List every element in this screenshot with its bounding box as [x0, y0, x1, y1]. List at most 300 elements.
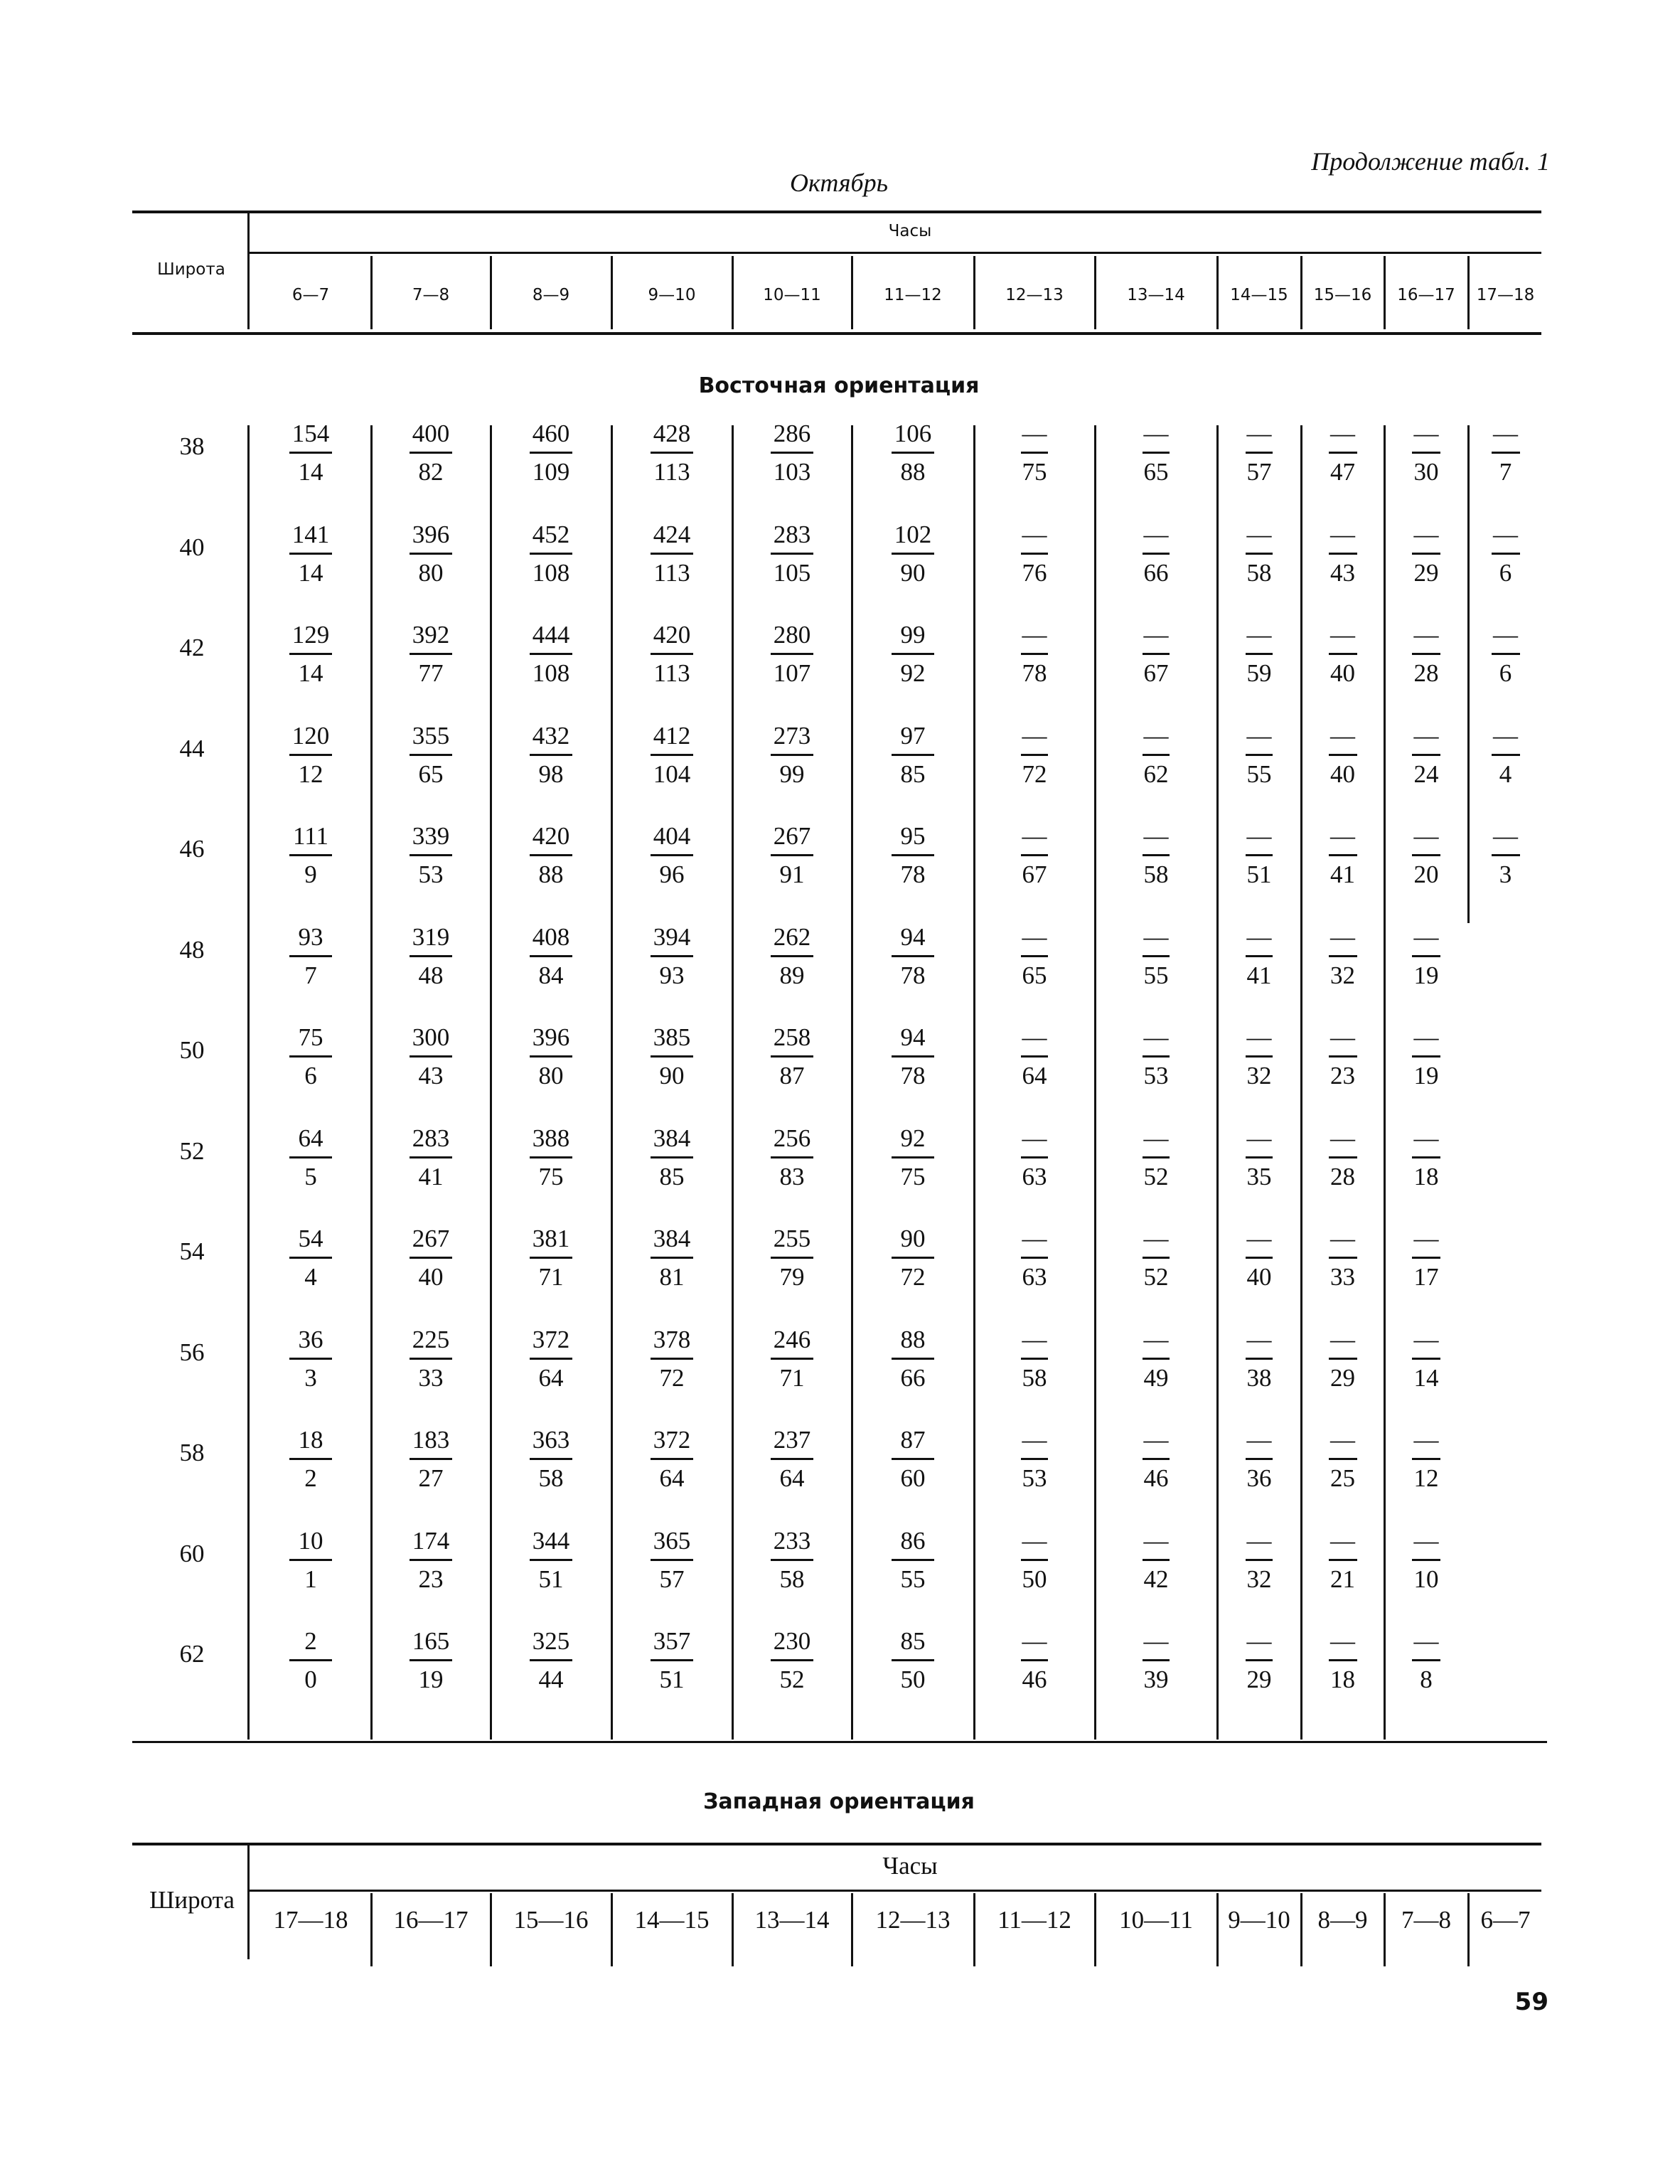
- fraction-denominator: 8: [1420, 1666, 1433, 1693]
- fraction-cell: [1095, 1326, 1217, 1392]
- fraction-cell: [250, 1225, 371, 1291]
- fraction-bar: [410, 553, 452, 555]
- fraction-bar: [289, 452, 332, 454]
- fraction-denominator: 87: [779, 1062, 805, 1090]
- fraction-bar: [1246, 653, 1273, 655]
- fraction-bar: [651, 1257, 693, 1259]
- east-hour-header: 15—16: [1313, 286, 1372, 304]
- month-title: Октябрь: [789, 169, 889, 197]
- fraction-numerator: 165: [412, 1627, 450, 1655]
- fraction-numerator: 174: [412, 1527, 450, 1555]
- fraction-numerator: —: [1143, 621, 1169, 649]
- fraction-bar: [651, 653, 693, 655]
- fraction-bar: [892, 1358, 934, 1360]
- fraction-numerator: —: [1022, 923, 1047, 951]
- fraction-bar: [1412, 1659, 1440, 1661]
- fraction-cell: [250, 521, 371, 587]
- fraction-denominator: 39: [1143, 1666, 1169, 1693]
- fraction-numerator: 230: [773, 1627, 811, 1655]
- fraction-denominator: 46: [1143, 1464, 1169, 1492]
- fraction-cell: [852, 1426, 974, 1493]
- fraction-cell: [1301, 1023, 1384, 1090]
- fraction-numerator: —: [1413, 722, 1439, 750]
- fraction-bar: [1412, 1055, 1440, 1058]
- fraction-cell: [732, 1023, 852, 1090]
- fraction-bar: [410, 653, 452, 655]
- fraction-numerator: —: [1330, 521, 1355, 548]
- fraction-bar: [1246, 1559, 1273, 1561]
- fraction-cell: [1095, 1627, 1217, 1694]
- fraction-denominator: 108: [532, 659, 570, 687]
- fraction-cell: [974, 1627, 1095, 1694]
- fraction-cell: [1095, 822, 1217, 889]
- fraction-cell: [611, 1023, 732, 1090]
- fraction-bar: [1329, 1257, 1357, 1259]
- fraction-cell: [491, 521, 611, 587]
- fraction-numerator: —: [1143, 521, 1169, 548]
- fraction-bar: [1021, 1055, 1048, 1058]
- fraction-cell: [852, 722, 974, 789]
- fraction-numerator: 93: [298, 923, 323, 951]
- fraction-bar: [530, 553, 572, 555]
- fraction-numerator: 267: [412, 1225, 450, 1252]
- fraction-cell: [852, 621, 974, 688]
- fraction-bar: [1246, 452, 1273, 454]
- fraction-denominator: 4: [1499, 760, 1512, 788]
- fraction-numerator: 420: [532, 822, 570, 850]
- fraction-cell: [732, 521, 852, 587]
- fraction-denominator: 80: [538, 1062, 564, 1090]
- fraction-numerator: —: [1330, 923, 1355, 951]
- fraction-denominator: 55: [1246, 760, 1272, 788]
- fraction-bar: [651, 955, 693, 957]
- fraction-bar: [1143, 754, 1170, 756]
- fraction-numerator: 300: [412, 1023, 450, 1051]
- fraction-denominator: 14: [298, 559, 323, 587]
- fraction-cell: [1095, 722, 1217, 789]
- fraction-denominator: 113: [653, 559, 690, 587]
- fraction-numerator: 102: [894, 521, 932, 548]
- fraction-denominator: 41: [1330, 861, 1355, 888]
- fraction-numerator: —: [1022, 1627, 1047, 1655]
- fraction-denominator: 59: [1246, 659, 1272, 687]
- fraction-numerator: 99: [900, 621, 926, 649]
- fraction-denominator: 23: [418, 1565, 444, 1593]
- fraction-numerator: —: [1330, 722, 1355, 750]
- fraction-cell: [1384, 1023, 1468, 1090]
- fraction-denominator: 33: [418, 1364, 444, 1392]
- fraction-bar: [289, 1156, 332, 1158]
- fraction-numerator: —: [1330, 1426, 1355, 1454]
- fraction-bar: [1412, 955, 1440, 957]
- fraction-cell: [1217, 1426, 1301, 1493]
- fraction-denominator: 75: [538, 1163, 564, 1190]
- fraction-numerator: 357: [653, 1627, 691, 1655]
- fraction-cell: [1095, 420, 1217, 486]
- fraction-cell: [371, 1124, 491, 1191]
- fraction-cell: [732, 1426, 852, 1493]
- fraction-numerator: —: [1143, 1225, 1169, 1252]
- fraction-denominator: 81: [659, 1263, 685, 1291]
- fraction-bar: [1492, 653, 1520, 655]
- fraction-numerator: 452: [532, 521, 570, 548]
- fraction-cell: [732, 1225, 852, 1291]
- fraction-denominator: 63: [1022, 1163, 1047, 1190]
- west-header-latitude-divider: [247, 1845, 250, 1959]
- fraction-bar: [1143, 1156, 1170, 1158]
- fraction-cell: [732, 420, 852, 486]
- fraction-cell: [611, 420, 732, 486]
- fraction-numerator: —: [1330, 1124, 1355, 1152]
- west-hours-rule: [249, 1890, 1541, 1892]
- fraction-numerator: —: [1143, 1124, 1169, 1152]
- fraction-bar: [651, 1659, 693, 1661]
- fraction-denominator: 19: [1413, 962, 1439, 989]
- east-hour-header: 7—8: [412, 286, 450, 304]
- fraction-bar: [1143, 553, 1170, 555]
- fraction-numerator: —: [1022, 1124, 1047, 1152]
- fraction-denominator: 63: [1022, 1263, 1047, 1291]
- fraction-bar: [1143, 854, 1170, 856]
- fraction-cell: [250, 1627, 371, 1694]
- fraction-numerator: —: [1330, 420, 1355, 447]
- fraction-numerator: 404: [653, 822, 691, 850]
- fraction-denominator: 57: [659, 1565, 685, 1593]
- fraction-numerator: —: [1330, 621, 1355, 649]
- west-hour-header: 17—18: [273, 1906, 348, 1934]
- fraction-cell: [1468, 420, 1543, 486]
- fraction-bar: [530, 1156, 572, 1158]
- fraction-cell: [491, 1225, 611, 1291]
- fraction-bar: [1021, 854, 1048, 856]
- fraction-bar: [651, 1358, 693, 1360]
- fraction-denominator: 35: [1246, 1163, 1272, 1190]
- fraction-numerator: —: [1493, 722, 1518, 750]
- west-hour-header: 15—16: [513, 1906, 589, 1934]
- fraction-cell: [491, 1627, 611, 1694]
- fraction-bar: [771, 653, 813, 655]
- fraction-denominator: 72: [900, 1263, 926, 1291]
- fraction-cell: [1468, 722, 1543, 789]
- fraction-numerator: —: [1143, 1426, 1169, 1454]
- latitude-value: 54: [179, 1237, 205, 1265]
- latitude-value: 52: [179, 1137, 205, 1165]
- fraction-bar: [530, 854, 572, 856]
- fraction-bar: [651, 1055, 693, 1058]
- fraction-cell: [974, 1426, 1095, 1493]
- fraction-bar: [892, 1055, 934, 1058]
- fraction-bar: [530, 653, 572, 655]
- fraction-numerator: —: [1246, 923, 1272, 951]
- fraction-bar: [1021, 653, 1048, 655]
- fraction-numerator: 256: [773, 1124, 811, 1152]
- fraction-cell: [1217, 521, 1301, 587]
- fraction-bar: [1492, 854, 1520, 856]
- fraction-denominator: 30: [1413, 458, 1439, 486]
- fraction-bar: [410, 1559, 452, 1561]
- fraction-cell: [974, 521, 1095, 587]
- fraction-cell: [1301, 621, 1384, 688]
- fraction-numerator: 283: [412, 1124, 450, 1152]
- fraction-cell: [732, 621, 852, 688]
- fraction-numerator: —: [1493, 420, 1518, 447]
- east-hour-header: 6—7: [291, 286, 330, 304]
- fraction-cell: [1468, 521, 1543, 587]
- fraction-denominator: 7: [1499, 458, 1512, 486]
- fraction-numerator: —: [1493, 521, 1518, 548]
- fraction-denominator: 57: [1246, 458, 1272, 486]
- fraction-cell: [1095, 1527, 1217, 1594]
- fraction-numerator: 384: [653, 1124, 691, 1152]
- fraction-numerator: —: [1143, 420, 1169, 447]
- fraction-denominator: 84: [538, 962, 564, 989]
- fraction-numerator: 258: [773, 1023, 811, 1051]
- fraction-numerator: —: [1413, 1527, 1439, 1555]
- east-hours-label: Часы: [888, 222, 932, 240]
- fraction-cell: [1301, 923, 1384, 990]
- fraction-denominator: 58: [1022, 1364, 1047, 1392]
- fraction-cell: [732, 923, 852, 990]
- fraction-denominator: 24: [1413, 760, 1439, 788]
- fraction-denominator: 7: [304, 962, 317, 989]
- east-hour-header: 11—12: [884, 286, 942, 304]
- fraction-bar: [289, 1559, 332, 1561]
- fraction-bar: [1329, 754, 1357, 756]
- fraction-numerator: —: [1413, 822, 1439, 850]
- fraction-numerator: 246: [773, 1326, 811, 1353]
- fraction-cell: [371, 1426, 491, 1493]
- fraction-bar: [892, 754, 934, 756]
- fraction-denominator: 78: [900, 861, 926, 888]
- fraction-numerator: —: [1493, 621, 1518, 649]
- fraction-denominator: 19: [1413, 1062, 1439, 1090]
- east-hours-rule: [249, 252, 1541, 254]
- fraction-numerator: —: [1246, 1124, 1272, 1152]
- fraction-denominator: 3: [1499, 861, 1512, 888]
- fraction-numerator: 10: [298, 1527, 323, 1555]
- fraction-bar: [892, 653, 934, 655]
- fraction-cell: [371, 822, 491, 889]
- fraction-denominator: 93: [659, 962, 685, 989]
- fraction-bar: [892, 1156, 934, 1158]
- latitude-value: 60: [179, 1540, 205, 1567]
- fraction-cell: [611, 1124, 732, 1191]
- fraction-denominator: 12: [1413, 1464, 1439, 1492]
- fraction-bar: [1246, 1458, 1273, 1460]
- fraction-cell: [250, 1326, 371, 1392]
- east-latitude-label: Широта: [157, 260, 225, 279]
- fraction-numerator: 432: [532, 722, 570, 750]
- fraction-cell: [1095, 521, 1217, 587]
- fraction-numerator: 92: [900, 1124, 926, 1152]
- fraction-cell: [250, 1527, 371, 1594]
- west-hour-header: 14—15: [634, 1906, 710, 1934]
- fraction-cell: [1095, 1426, 1217, 1493]
- fraction-bar: [1246, 754, 1273, 756]
- fraction-denominator: 46: [1022, 1666, 1047, 1693]
- east-hour-header: 8—9: [532, 286, 570, 304]
- fraction-denominator: 53: [1022, 1464, 1047, 1492]
- fraction-cell: [852, 521, 974, 587]
- fraction-denominator: 29: [1413, 559, 1439, 587]
- fraction-numerator: 273: [773, 722, 811, 750]
- fraction-cell: [371, 1023, 491, 1090]
- fraction-numerator: 64: [298, 1124, 323, 1152]
- fraction-cell: [852, 1627, 974, 1694]
- fraction-denominator: 78: [1022, 659, 1047, 687]
- fraction-denominator: 109: [532, 458, 570, 486]
- fraction-cell: [491, 1527, 611, 1594]
- fraction-denominator: 104: [653, 760, 691, 788]
- east-table-bottom-rule: [132, 1741, 1547, 1743]
- fraction-numerator: —: [1413, 420, 1439, 447]
- fraction-denominator: 17: [1413, 1263, 1439, 1291]
- fraction-numerator: 87: [900, 1426, 926, 1454]
- fraction-numerator: 412: [653, 722, 691, 750]
- fraction-cell: [250, 1023, 371, 1090]
- fraction-denominator: 38: [1246, 1364, 1272, 1392]
- fraction-denominator: 55: [1143, 962, 1169, 989]
- fraction-cell: [1301, 1326, 1384, 1392]
- fraction-numerator: —: [1413, 1023, 1439, 1051]
- fraction-bar: [530, 754, 572, 756]
- latitude-value: 58: [179, 1439, 205, 1466]
- fraction-cell: [732, 1527, 852, 1594]
- fraction-numerator: 428: [653, 420, 691, 447]
- fraction-numerator: 384: [653, 1225, 691, 1252]
- fraction-numerator: 355: [412, 722, 450, 750]
- fraction-numerator: —: [1022, 1225, 1047, 1252]
- fraction-cell: [974, 420, 1095, 486]
- fraction-cell: [1301, 1527, 1384, 1594]
- fraction-denominator: 62: [1143, 760, 1169, 788]
- fraction-bar: [1412, 653, 1440, 655]
- fraction-bar: [1143, 1659, 1170, 1661]
- fraction-bar: [771, 1055, 813, 1058]
- fraction-denominator: 78: [900, 1062, 926, 1090]
- latitude-value: 38: [179, 432, 205, 460]
- fraction-cell: [1095, 621, 1217, 688]
- fraction-cell: [1384, 1225, 1468, 1291]
- fraction-denominator: 58: [1143, 861, 1169, 888]
- fraction-denominator: 64: [538, 1364, 564, 1392]
- fraction-numerator: 255: [773, 1225, 811, 1252]
- fraction-bar: [410, 1055, 452, 1058]
- fraction-bar: [289, 854, 332, 856]
- fraction-denominator: 52: [779, 1666, 805, 1693]
- fraction-numerator: 396: [532, 1023, 570, 1051]
- fraction-numerator: 90: [900, 1225, 926, 1252]
- fraction-bar: [1246, 1257, 1273, 1259]
- fraction-numerator: —: [1493, 822, 1518, 850]
- fraction-cell: [371, 1527, 491, 1594]
- fraction-bar: [892, 452, 934, 454]
- fraction-denominator: 64: [1022, 1062, 1047, 1090]
- fraction-denominator: 27: [418, 1464, 444, 1492]
- fraction-numerator: 233: [773, 1527, 811, 1555]
- fraction-denominator: 107: [773, 659, 811, 687]
- fraction-bar: [1329, 1358, 1357, 1360]
- fraction-bar: [410, 452, 452, 454]
- fraction-cell: [250, 1426, 371, 1493]
- fraction-cell: [611, 1225, 732, 1291]
- fraction-bar: [1329, 452, 1357, 454]
- fraction-cell: [371, 1326, 491, 1392]
- fraction-bar: [1329, 1559, 1357, 1561]
- fraction-numerator: 381: [532, 1225, 570, 1252]
- fraction-bar: [1021, 1358, 1048, 1360]
- fraction-bar: [289, 1659, 332, 1661]
- fraction-bar: [1492, 754, 1520, 756]
- fraction-denominator: 66: [900, 1364, 926, 1392]
- fraction-bar: [1021, 955, 1048, 957]
- fraction-cell: [491, 822, 611, 889]
- west-section-title: Западная ориентация: [703, 1789, 975, 1814]
- fraction-cell: [974, 1527, 1095, 1594]
- fraction-numerator: —: [1413, 621, 1439, 649]
- fraction-cell: [732, 1124, 852, 1191]
- fraction-cell: [250, 1124, 371, 1191]
- fraction-bar: [1329, 653, 1357, 655]
- fraction-denominator: 103: [773, 458, 811, 486]
- fraction-numerator: —: [1143, 923, 1169, 951]
- fraction-cell: [1384, 822, 1468, 889]
- fraction-numerator: —: [1330, 1225, 1355, 1252]
- fraction-numerator: 262: [773, 923, 811, 951]
- fraction-numerator: —: [1143, 1627, 1169, 1655]
- fraction-bar: [1246, 553, 1273, 555]
- fraction-denominator: 108: [532, 559, 570, 587]
- fraction-bar: [410, 1257, 452, 1259]
- fraction-bar: [1021, 553, 1048, 555]
- fraction-bar: [771, 1458, 813, 1460]
- fraction-cell: [1468, 822, 1543, 889]
- fraction-bar: [530, 1055, 572, 1058]
- fraction-cell: [852, 1527, 974, 1594]
- fraction-denominator: 41: [1246, 962, 1272, 989]
- fraction-denominator: 29: [1330, 1364, 1355, 1392]
- fraction-denominator: 49: [1143, 1364, 1169, 1392]
- fraction-denominator: 58: [538, 1464, 564, 1492]
- fraction-numerator: 444: [532, 621, 570, 649]
- fraction-denominator: 79: [779, 1263, 805, 1291]
- fraction-denominator: 65: [1022, 962, 1047, 989]
- fraction-numerator: —: [1022, 1023, 1047, 1051]
- fraction-numerator: 18: [298, 1426, 323, 1454]
- fraction-numerator: —: [1330, 1527, 1355, 1555]
- fraction-cell: [611, 722, 732, 789]
- fraction-numerator: —: [1246, 1627, 1272, 1655]
- fraction-cell: [250, 420, 371, 486]
- fraction-bar: [1143, 653, 1170, 655]
- fraction-cell: [1095, 923, 1217, 990]
- fraction-bar: [1412, 754, 1440, 756]
- fraction-denominator: 42: [1143, 1565, 1169, 1593]
- fraction-denominator: 113: [653, 659, 690, 687]
- east-hour-header: 16—17: [1397, 286, 1455, 304]
- fraction-numerator: 225: [412, 1326, 450, 1353]
- fraction-numerator: —: [1022, 1527, 1047, 1555]
- fraction-denominator: 10: [1413, 1565, 1439, 1593]
- fraction-numerator: 372: [532, 1326, 570, 1353]
- fraction-cell: [1301, 1627, 1384, 1694]
- fraction-denominator: 51: [659, 1666, 685, 1693]
- fraction-denominator: 67: [1143, 659, 1169, 687]
- fraction-numerator: —: [1330, 1627, 1355, 1655]
- fraction-numerator: —: [1330, 1326, 1355, 1353]
- fraction-denominator: 20: [1413, 861, 1439, 888]
- fraction-denominator: 85: [659, 1163, 685, 1190]
